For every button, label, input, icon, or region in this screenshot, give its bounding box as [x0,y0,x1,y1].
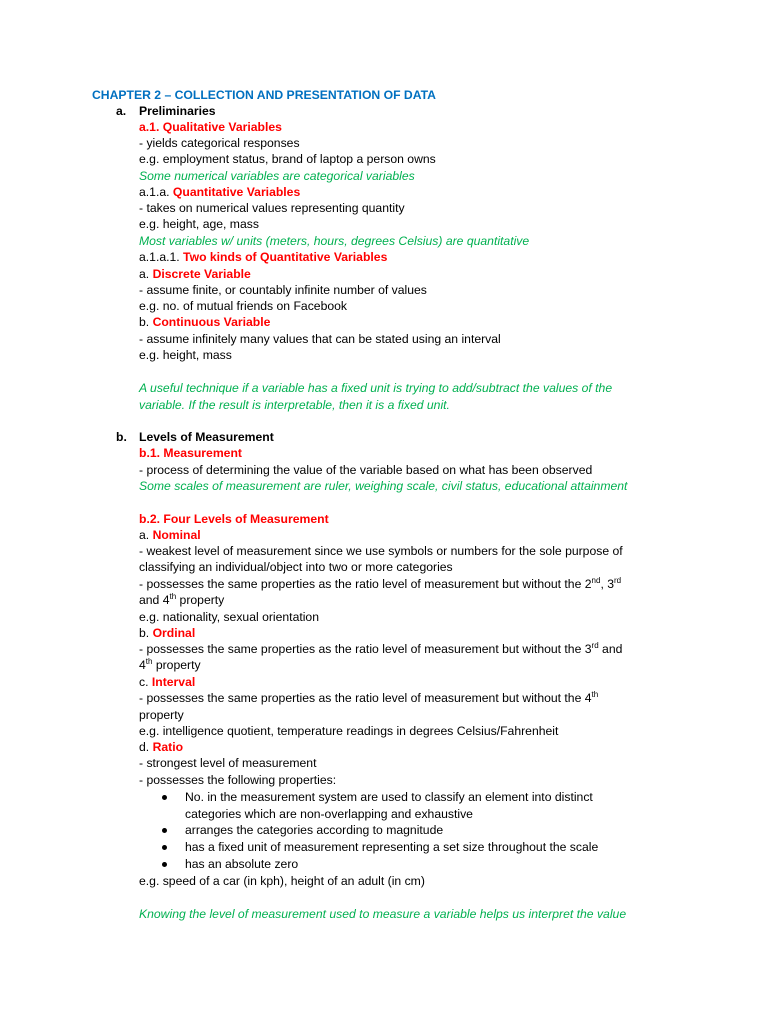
ratio-definition: - strongest level of measurement [139,756,317,770]
interval-example: e.g. intelligence quotient, temperature readings in degrees Celsius/Fahrenheit [139,724,559,738]
nominal-heading: Nominal [152,528,201,542]
section-b-marker: b. [116,430,127,444]
interval-properties-line1 [139,690,598,706]
ratio-properties-intro: - possesses the following properties: [139,773,337,787]
kinds-heading-line [139,249,387,265]
ordinal-properties-line2 [139,657,201,673]
superscript: th [145,656,153,666]
qualitative-note: Some numerical variables are categorical variables [139,169,415,183]
quantitative-heading: Quantitative Variables [172,185,301,199]
ratio-heading: Ratio [152,740,184,754]
fixed-unit-tip-line1: A useful technique if a variable has a fixed unit is trying to add/subtract the values of the [139,381,613,395]
ratio-heading-line [139,739,183,755]
kinds-heading: Two kinds of Quantitative Variables [183,250,388,264]
ordinal-properties-text: 4 [139,658,146,672]
continuous-definition: - assume infinitely many values that can be stated using an interval [139,332,501,346]
ratio-bullet-1-line1: No. in the measurement system are used to classify an element into distinct [185,790,593,804]
superscript: th [169,591,177,601]
nominal-properties-text: property [176,593,225,607]
ratio-prefix: d. [139,740,153,754]
bullet-icon [162,862,167,867]
ratio-bullet-1-line2: categories which are non-overlapping and exhaustive [185,807,473,821]
nominal-definition-line1: - weakest level of measurement since we use symbols or numbers for the sole purpose of [139,544,623,558]
ordinal-properties-text: property [152,658,201,672]
ratio-bullet-2: arranges the categories according to magnitude [185,823,444,837]
continuous-heading-line [139,314,270,330]
continuous-heading: Continuous Variable [152,315,271,329]
quantitative-example: e.g. height, age, mass [139,217,259,231]
nominal-properties-text: , 3 [600,577,614,591]
chapter-title: CHAPTER 2 – COLLECTION AND PRESENTATION OF DATA [92,88,436,102]
ratio-bullet-3: has a fixed unit of measurement representing a set size throughout the scale [185,840,599,854]
bullet-icon [162,795,167,800]
superscript: nd [591,575,601,585]
interval-properties-line2: property [139,708,184,722]
measurement-heading: b.1. Measurement [139,446,242,460]
measurement-note: Some scales of measurement are ruler, weighing scale, civil status, educational attainment [139,479,628,493]
ordinal-heading: Ordinal [152,626,196,640]
discrete-example: e.g. no. of mutual friends on Facebook [139,299,347,313]
ordinal-properties-line1 [139,641,622,657]
qualitative-definition: - yields categorical responses [139,136,300,150]
interval-heading: Interval [151,675,196,689]
nominal-properties-line2 [139,592,224,608]
ordinal-prefix: b. [139,626,153,640]
discrete-prefix: a. [139,267,153,281]
ordinal-heading-line [139,625,195,641]
interval-prefix: c. [139,675,152,689]
quantitative-note: Most variables w/ units (meters, hours, degrees Celsius) are quantitative [139,234,530,248]
bullet-icon [162,828,167,833]
nominal-properties-text: - possesses the same properties as the ratio level of measurement but without the 2 [139,577,592,591]
ratio-bullet-4: has an absolute zero [185,857,299,871]
quantitative-heading-line [139,184,300,200]
section-b-heading: Levels of Measurement [139,430,274,444]
continuous-example: e.g. height, mass [139,348,232,362]
nominal-example: e.g. nationality, sexual orientation [139,610,319,624]
bullet-icon [162,845,167,850]
discrete-definition: - assume finite, or countably infinite number of values [139,283,427,297]
measurement-definition: - process of determining the value of the variable based on what has been observed [139,463,593,477]
closing-note: Knowing the level of measurement used to measure a variable helps us interpret the value [139,907,627,921]
discrete-heading: Discrete Variable [152,267,251,281]
nominal-properties-text: and 4 [139,593,170,607]
quantitative-prefix: a.1.a. [139,185,173,199]
kinds-prefix: a.1.a.1. [139,250,184,264]
fixed-unit-tip-line2: variable. If the result is interpretable, then it is a fixed unit. [139,398,450,412]
superscript: rd [591,640,599,650]
nominal-heading-line [139,527,201,543]
qualitative-heading: a.1. Qualitative Variables [139,120,282,134]
interval-properties-text: - possesses the same properties as the ratio level of measurement but without the 4 [139,691,592,705]
section-a-marker: a. [116,104,127,118]
ratio-example: e.g. speed of a car (in kph), height of an adult (in cm) [139,874,425,888]
superscript: rd [614,575,622,585]
nominal-definition-line2: classifying an individual/object into two or more categories [139,560,453,574]
four-levels-heading: b.2. Four Levels of Measurement [139,512,329,526]
ordinal-properties-text: and [598,642,623,656]
qualitative-example: e.g. employment status, brand of laptop a person owns [139,152,436,166]
discrete-heading-line [139,266,251,282]
quantitative-definition: - takes on numerical values representing quantity [139,201,405,215]
nominal-properties-line1 [139,576,621,592]
continuous-prefix: b. [139,315,153,329]
interval-heading-line [139,674,195,690]
section-a-heading: Preliminaries [139,104,216,118]
ordinal-properties-text: - possesses the same properties as the ratio level of measurement but without the 3 [139,642,592,656]
superscript: th [591,689,599,699]
nominal-prefix: a. [139,528,153,542]
